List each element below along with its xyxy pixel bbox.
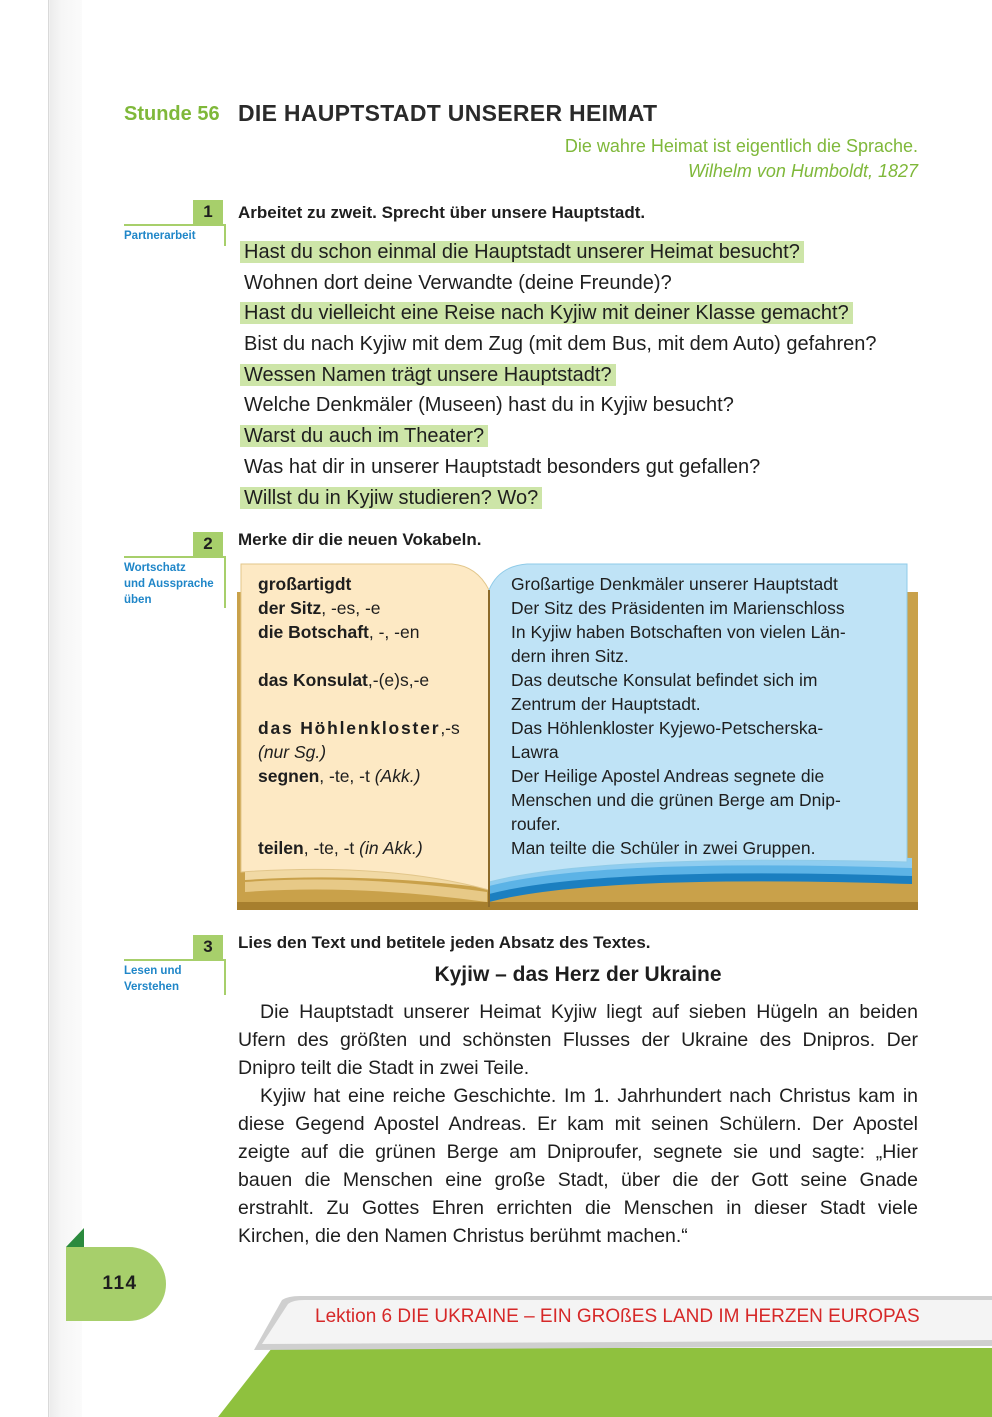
vocab-word-hoehlenkloster: das Höhlenkloster,-s <box>258 718 460 738</box>
vocab-word-segnen: segnen, -te, -t (Akk.) <box>258 766 421 786</box>
exercise-2-rule <box>124 556 226 558</box>
exercise-3-side-label: Lesen und Verstehen <box>124 965 182 993</box>
vocab-example: Das Höhlenkloster Kyjewo-Petscherska- <box>511 718 824 738</box>
vocab-word-konsulat: das Konsulat,-(e)s,-e <box>258 670 430 690</box>
exercise-1-instruction: Arbeitet zu zweit. Sprecht über unsere Hauptstadt. <box>238 203 646 222</box>
vocab-word-grossartig: großartigdt <box>258 574 352 594</box>
vocab-example: Das deutsche Konsulat befindet sich im <box>511 670 818 690</box>
text-title: Kyjiw – das Herz der Ukraine <box>434 963 722 986</box>
lesson-label: Stunde 56 <box>124 103 220 125</box>
exercise-3-rule <box>124 959 226 961</box>
binding-line <box>48 0 49 1417</box>
vocab-words <box>258 572 488 860</box>
footer-lesson-title: Lektion 6 DIE UKRAINE – EIN GROßES LAND IM HERZEN EUROPAS <box>315 1306 920 1327</box>
page-title: DIE HAUPTSTADT UNSERER HEIMAT <box>238 100 658 126</box>
paragraph-1: Die Hauptstadt unserer Heimat Kyjiw liegt auf sieben Hügeln an beiden Ufern des größten und schönsten Flusses der Ukraine des Dnipros. Der Dnipro teilt die Stadt in zwei Teile. <box>238 1001 918 1079</box>
question-8: Was hat dir in unserer Hauptstadt besonders gut gefallen? <box>244 455 761 478</box>
vocab-example: Lawra <box>511 742 559 762</box>
vocab-example: dern ihren Sitz. <box>511 646 629 666</box>
vocab-example: Man teilte die Schüler in zwei Gruppen. <box>511 838 816 858</box>
question-4: Bist du nach Kyjiw mit dem Zug (mit dem Bus, mit dem Auto) gefahren? <box>244 333 877 356</box>
question-5: Wessen Namen trägt unsere Hauptstadt? <box>240 361 930 392</box>
question-9: Willst du in Kyjiw studieren? Wo? <box>240 484 930 515</box>
epigraph <box>565 134 918 184</box>
epigraph-quote: Die wahre Heimat ist eigentlich die Sprache. <box>564 136 918 156</box>
question-3: Hast du vielleicht eine Reise nach Kyjiw mit deiner Klasse gemacht? <box>240 299 930 330</box>
vocab-note-nur-sg: (nur Sg.) <box>258 742 327 762</box>
exercise-2-instruction: Merke dir die neuen Vokabeln. <box>238 530 482 549</box>
exercise-1-rule <box>124 224 226 226</box>
page-binding <box>0 0 82 1417</box>
vocab-example: Der Heilige Apostel Andreas segnete die <box>511 766 825 786</box>
exercise-3-instruction: Lies den Text und betitele jeden Absatz des Textes. <box>238 933 651 952</box>
vocab-example: Menschen und die grünen Berge am Dnip- <box>511 790 841 810</box>
vocab-word-botschaft: die Botschaft, -, -en <box>258 622 420 642</box>
vocab-word-sitz: der Sitz, -es, -e <box>258 598 381 618</box>
exercise-1-number: 1 <box>193 200 223 224</box>
exercise-3-number: 3 <box>193 935 223 959</box>
vocab-example: In Kyjiw haben Botschaften von vielen Län- <box>511 622 846 642</box>
question-1: Hast du schon einmal die Hauptstadt unserer Heimat besucht? <box>240 238 930 269</box>
question-6: Welche Denkmäler (Museen) hast du in Kyjiw besucht? <box>244 394 734 417</box>
vocab-word-teilen: teilen, -te, -t (in Akk.) <box>258 838 423 858</box>
question-list <box>240 238 930 514</box>
exercise-1-vrule <box>224 224 226 246</box>
exercise-2-vrule <box>224 556 226 608</box>
vocab-example: Großartige Denkmäler unserer Hauptstadt <box>511 574 838 594</box>
paragraph-2: Kyjiw hat eine reiche Geschichte. Im 1. Jahrhundert nach Christus kam in diese Gegend Apostel Andreas. Er kam mit seinen Schülern. Der Apostel zeigte auf die grünen Berge am Dniproufer, segnete sie und sagte: „Hier bauen die Menschen eine große Stadt, über die der Gott seine Gnade erstrahlt. Zu Gottes Ehren errichten die Menschen in dieser Stadt viele Kirchen, die den Namen Christus berühmt machen.“ <box>238 1085 918 1247</box>
vocab-example: roufer. <box>511 814 561 834</box>
question-7: Warst du auch im Theater? <box>240 422 930 453</box>
question-2: Wohnen dort deine Verwandte (deine Freunde)? <box>244 271 672 294</box>
page-corner-decoration <box>66 1228 84 1247</box>
vocab-examples <box>511 572 893 860</box>
vocab-example: Der Sitz des Präsidenten im Marienschloss <box>511 598 845 618</box>
exercise-3-vrule <box>224 959 226 995</box>
exercise-2-side-label: Wortschatz und Aussprache üben <box>124 562 214 606</box>
exercise-1-side-label: Partnerarbeit <box>124 230 196 242</box>
epigraph-author: Wilhelm von Humboldt, 1827 <box>688 161 918 181</box>
reading-text <box>238 998 918 1250</box>
vocab-example: Zentrum der Hauptstadt. <box>511 694 701 714</box>
page-number: 114 <box>66 1247 166 1321</box>
exercise-2-number: 2 <box>193 532 223 556</box>
